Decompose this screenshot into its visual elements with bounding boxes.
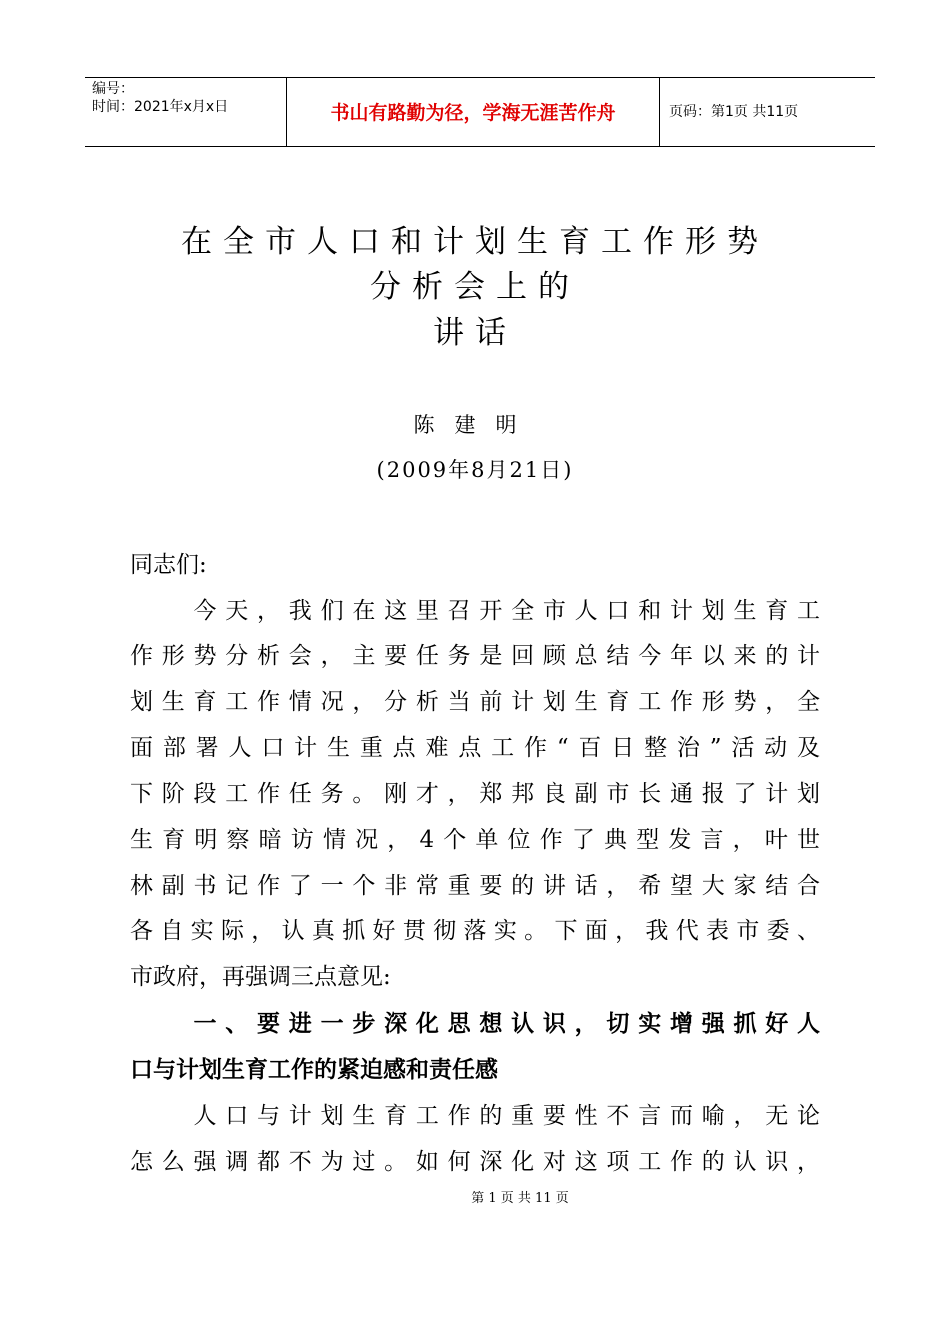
body-line: 下阶段工作任务。刚才，郑邦良副市长通报了计划: [130, 781, 829, 807]
body-line: 怎么强调都不为过。如何深化对这项工作的认识，: [130, 1149, 829, 1175]
header-page-info: 页码：第1页 共11页: [669, 104, 799, 120]
page-footer: 第 1 页 共 11 页: [471, 1191, 569, 1206]
body-line: 同志们:: [130, 552, 207, 578]
body-line: 人口与计划生育工作的重要性不言而喻，无论: [130, 1103, 829, 1129]
title-line-1: 在全市人口和计划生育工作形势: [181, 224, 769, 260]
header-info-cell: [85, 78, 286, 146]
body-line: 各自实际，认真抓好贯彻落实。下面，我代表市委、: [130, 918, 828, 944]
speech-date: (2009年8月21日): [376, 458, 574, 482]
speech-author: 陈建明: [413, 413, 537, 437]
document-header: [85, 77, 875, 147]
body-line: 划生育工作情况，分析当前计划生育工作形势，全: [130, 689, 829, 715]
header-motto: 书山有路勤为径，学海无涯苦作舟: [330, 102, 616, 124]
body-line: 市政府，再强调三点意见:: [130, 964, 391, 990]
document-number-label: 编号：: [92, 81, 134, 97]
section-heading-line: 口与计划生育工作的紧迫感和责任感: [130, 1057, 498, 1083]
body-line: 林副书记作了一个非常重要的讲话，希望大家结合: [130, 873, 829, 899]
body-line: 生育明察暗访情况，4个单位作了典型发言，叶世: [130, 827, 830, 853]
title-line-3: 讲话: [433, 315, 517, 351]
header-page-cell: [659, 78, 875, 146]
body-line: 面部署人口计生重点难点工作“百日整治”活动及: [130, 735, 830, 761]
section-heading-line: 一、要进一步深化思想认识，切实增强抓好人: [130, 1011, 829, 1037]
header-motto-cell: [286, 78, 660, 146]
document-time-label: 时间：2021年x月x日: [92, 99, 229, 115]
body-line: 作形势分析会，主要任务是回顾总结今年以来的计: [130, 643, 829, 669]
title-line-2: 分析会上的: [370, 269, 580, 305]
body-line: 今天，我们在这里召开全市人口和计划生育工: [130, 598, 829, 624]
